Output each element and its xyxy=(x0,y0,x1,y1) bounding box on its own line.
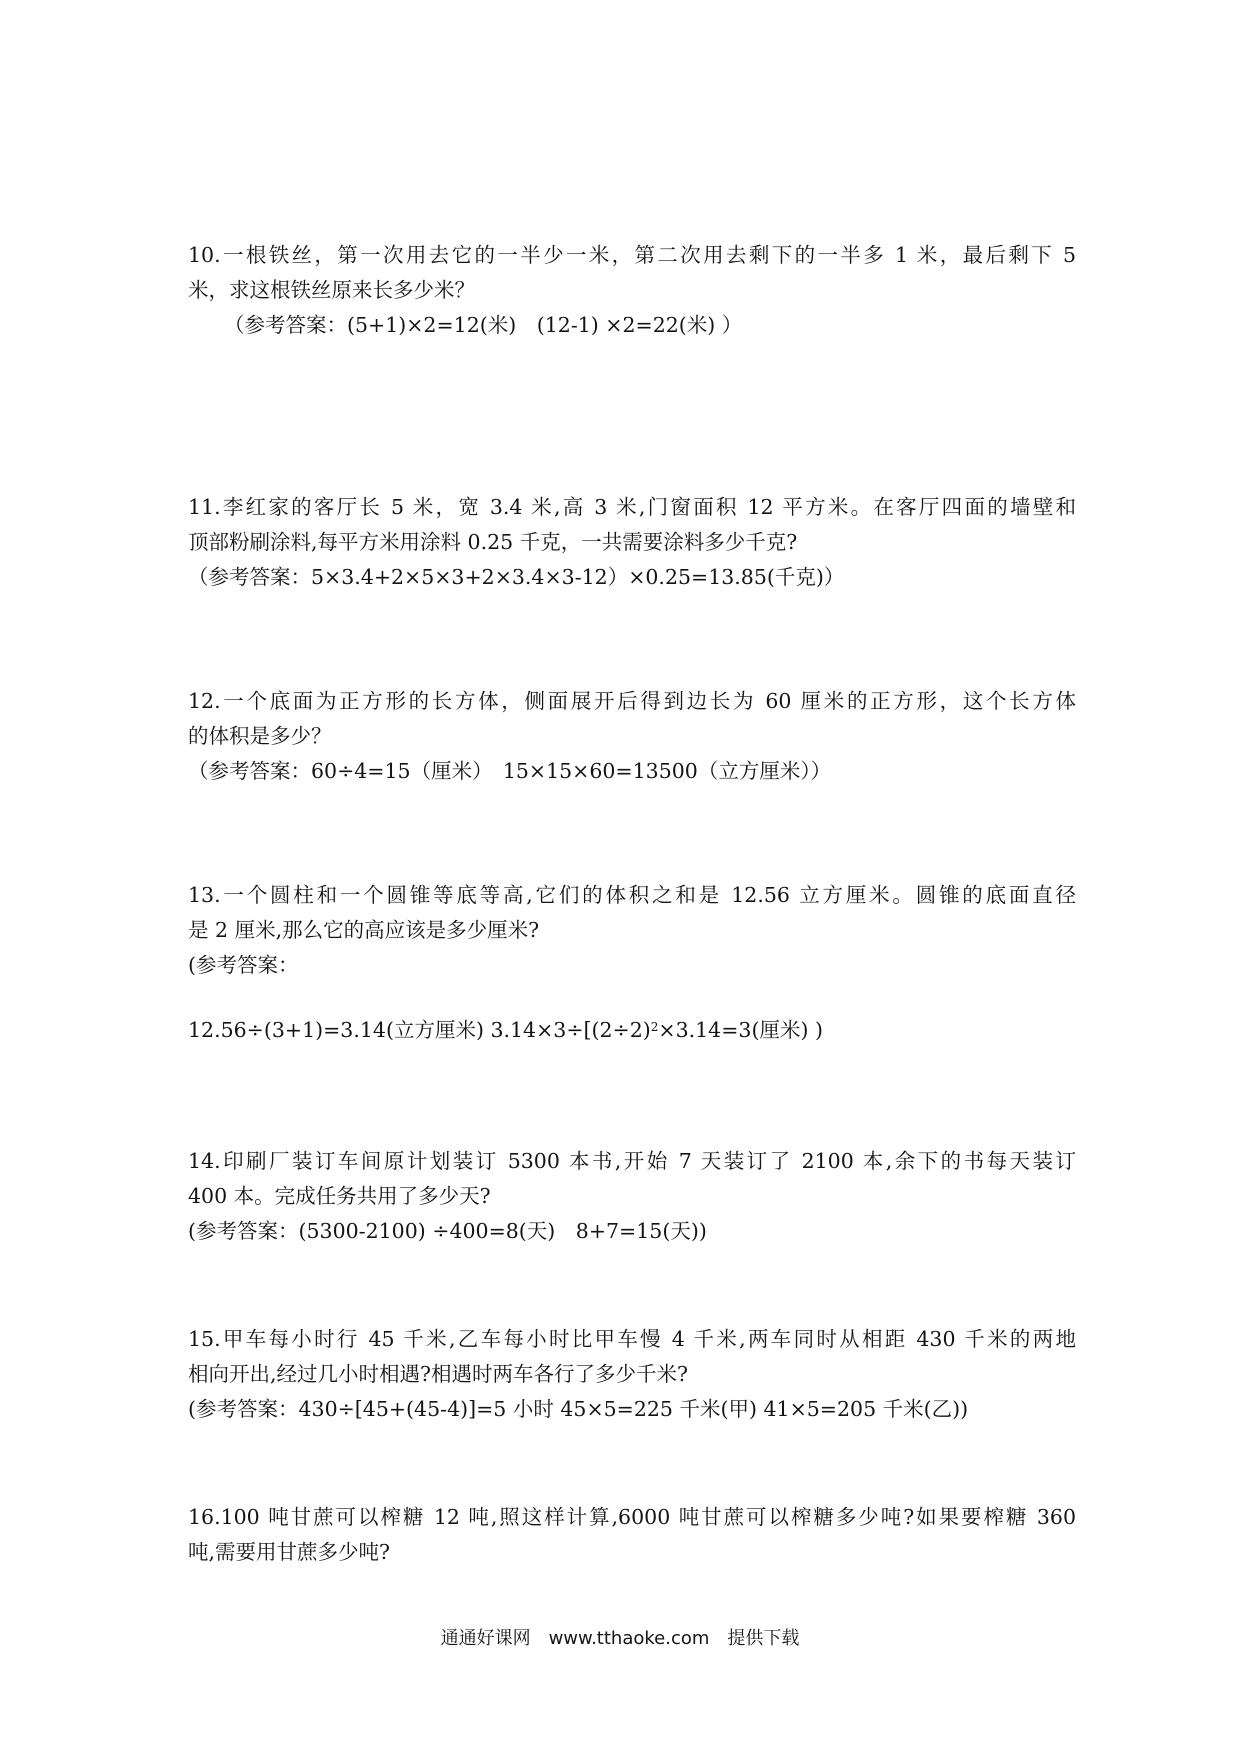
page-footer: 通通好课网 www.tthaoke.com 提供下载 xyxy=(440,1628,800,1649)
question-text: 11.李红家的客厅长 5 米，宽 3.4 米,高 3 米,门窗面积 12 平方米。在客厅四面的墙壁和 xyxy=(188,495,1076,519)
answer-text: （参考答案：(5+1)×2=12(米) (12-1) ×2=22(米) ） xyxy=(224,313,743,337)
question-text: 15.甲车每小时行 45 千米,乙车每小时比甲车慢 4 千米,两车同时从相距 430 千米的两地 xyxy=(188,1327,1076,1351)
question-text: 米，求这根铁丝原来长多少米？ xyxy=(188,278,475,302)
answer-text: (参考答案：(5300-2100) ÷400=8(天) 8+7=15(天)) xyxy=(188,1219,707,1243)
answer-text: (参考答案： xyxy=(188,953,299,977)
exponent: 2 xyxy=(650,1020,659,1034)
formula-part: ×3.14=3(厘米) ) xyxy=(658,1018,823,1042)
question-10 xyxy=(188,238,1076,343)
answer-text: （参考答案：5×3.4+2×5×3+2×3.4×3-12）×0.25=13.85(千克)） xyxy=(188,565,845,589)
formula-part: 12.56÷(3+1)=3.14(立方厘米) 3.14×3÷[(2÷2) xyxy=(188,1018,651,1042)
answer-text: （参考答案：60÷4=15（厘米） 15×15×60=13500（立方厘米）） xyxy=(188,759,832,783)
question-text: 14.印刷厂装订车间原计划装订 5300 本书,开始 7 天装订了 2100 本,余下的书每天装订 xyxy=(188,1149,1076,1173)
question-text: 的体积是多少？ xyxy=(188,724,332,748)
question-text: 顶部粉刷涂料,每平方米用涂料 0.25 千克，一共需要涂料多少千克? xyxy=(188,530,798,554)
question-text: 13.一个圆柱和一个圆锥等底等高,它们的体积之和是 12.56 立方厘米。圆锥的底面直径 xyxy=(188,883,1076,907)
question-text: 相向开出,经过几小时相遇?相遇时两车各行了多少千米? xyxy=(188,1362,688,1386)
question-text: 16.100 吨甘蔗可以榨糖 12 吨,照这样计算,6000 吨甘蔗可以榨糖多少吨?如果要榨糖 360 xyxy=(188,1505,1076,1529)
question-13 xyxy=(188,878,1076,1048)
question-11 xyxy=(188,490,1076,595)
answer-formula xyxy=(188,1013,1076,1048)
question-text: 12.一个底面为正方形的长方体，侧面展开后得到边长为 60 厘米的正方形，这个长方体 xyxy=(188,689,1076,713)
question-16 xyxy=(188,1500,1076,1570)
question-text: 10.一根铁丝，第一次用去它的一半少一米，第二次用去剩下的一半多 1 米，最后剩下 5 xyxy=(188,243,1076,267)
question-text: 是 2 厘米,那么它的高应该是多少厘米? xyxy=(188,918,540,942)
question-text: 吨,需要用甘蔗多少吨? xyxy=(188,1540,391,1564)
question-15 xyxy=(188,1322,1076,1427)
question-text: 400 本。完成任务共用了多少天? xyxy=(188,1184,491,1208)
answer-text: (参考答案：430÷[45+(45-4)]=5 小时 45×5=225 千米(甲) 41×5=205 千米(乙)) xyxy=(188,1397,969,1421)
question-12 xyxy=(188,684,1076,789)
question-14 xyxy=(188,1144,1076,1249)
